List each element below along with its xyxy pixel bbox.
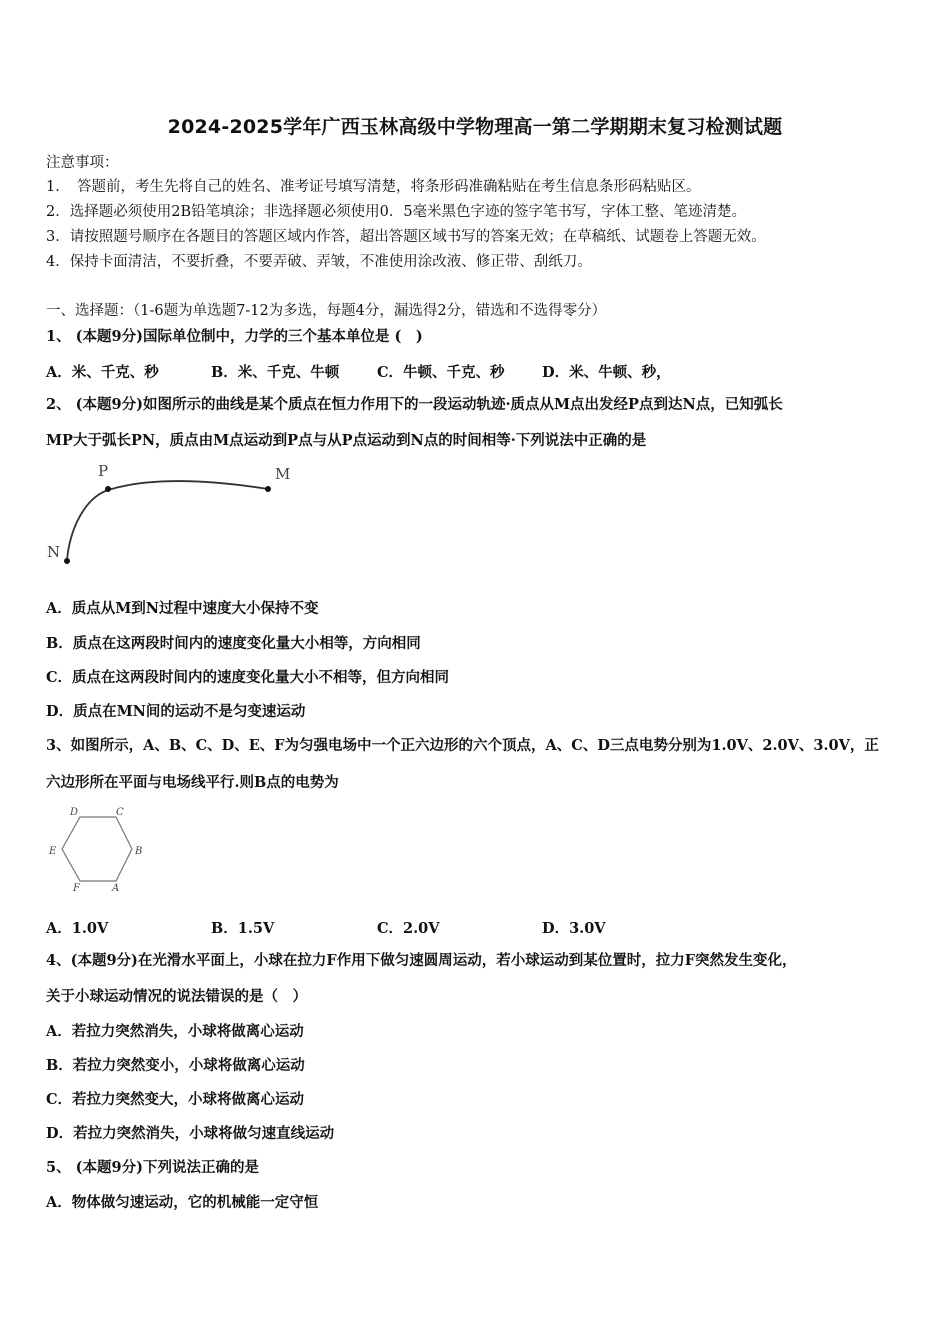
label-m: M — [275, 465, 291, 483]
option-b: B．米、千克、牛顿 — [211, 364, 340, 381]
point-n — [64, 558, 70, 564]
option-c: C．2.0V — [377, 920, 440, 937]
question-3-stem-line-1: 3、如图所示，A、B、C、D、E、F为匀强电场中一个正六边形的六个顶点，A、C、D三点电势分别为1.0V、2.0V、3.0V，正 — [46, 737, 879, 754]
point-m — [265, 486, 271, 492]
notice-item: 4．保持卡面清洁，不要折叠，不要弄破、弄皱，不准使用涂改液、修正带、刮纸刀。 — [46, 254, 592, 270]
question-2-option: C．质点在这两段时间内的速度变化量大小不相等，但方向相同 — [46, 669, 450, 686]
question-4-option: C．若拉力突然变大，小球将做离心运动 — [46, 1091, 305, 1108]
option-d: D．3.0V — [542, 920, 606, 937]
question-3-stem-line-2: 六边形所在平面与电场线平行.则B点的电势为 — [46, 774, 339, 791]
label-d: D — [70, 807, 79, 818]
question-4-option: B．若拉力突然变小，小球将做离心运动 — [46, 1057, 305, 1074]
label-f: F — [73, 883, 80, 894]
question-2-stem-line-1: 2、 (本题9分)如图所示的曲线是某个质点在恒力作用下的一段运动轨迹·质点从M点出发经P点到达N点，已知弧长 — [46, 396, 783, 413]
option-c: C．牛顿、千克、秒 — [377, 364, 505, 381]
label-p: P — [98, 462, 109, 480]
point-p — [105, 486, 111, 492]
trajectory-curve — [67, 481, 268, 560]
notice-item: 1． 答题前，考生先将自己的姓名、准考证号填写清楚，将条形码准确粘贴在考生信息条形码粘贴区。 — [46, 179, 701, 195]
question-2-option: D．质点在MN间的运动不是匀变速运动 — [46, 703, 306, 720]
trajectory-figure — [40, 458, 310, 573]
question-4-stem-line-1: 4、(本题9分)在光滑水平面上，小球在拉力F作用下做匀速圆周运动，若小球运动到某位置时，拉力F突然发生变化， — [46, 952, 797, 969]
question-5-stem: 5、 (本题9分)下列说法正确的是 — [46, 1159, 259, 1176]
question-1-options — [46, 361, 671, 382]
question-1-stem: 1、 (本题9分)国际单位制中，力学的三个基本单位是 ( ) — [46, 328, 423, 345]
hexagon — [62, 817, 132, 881]
hexagon-figure — [44, 802, 154, 898]
exam-title: 2024-2025学年广西玉林高级中学物理高一第二学期期末复习检测试题 — [167, 116, 783, 138]
notice-item: 2．选择题必须使用2B铅笔填涂；非选择题必须使用0．5毫米黑色字迹的签字笔书写，字体工整、笔迹清楚。 — [46, 204, 747, 220]
label-b: B — [135, 846, 143, 857]
question-3-options — [46, 917, 606, 938]
label-c: C — [116, 807, 124, 818]
option-d: D．米、牛顿、秒， — [542, 364, 671, 381]
label-e: E — [49, 846, 57, 857]
question-4-stem-line-2: 关于小球运动情况的说法错误的是（ ） — [46, 988, 307, 1005]
notice-heading: 注意事项： — [46, 155, 119, 171]
question-4-option: A．若拉力突然消失，小球将做离心运动 — [46, 1023, 304, 1040]
label-n: N — [47, 543, 61, 561]
question-2-stem-line-2: MP大于弧长PN，质点由M点运动到P点与从P点运动到N点的时间相等·下列说法中正确的是 — [46, 432, 647, 449]
option-b: B．1.5V — [211, 920, 275, 937]
label-a: A — [112, 883, 120, 894]
question-4-option: D．若拉力突然消失，小球将做匀速直线运动 — [46, 1125, 335, 1142]
notice-item: 3．请按照题号顺序在各题目的答题区域内作答，超出答题区域书写的答案无效；在草稿纸、试题卷上答题无效。 — [46, 229, 766, 245]
option-a: A．米、千克、秒 — [46, 364, 159, 381]
question-5-option: A．物体做匀速运动，它的机械能一定守恒 — [46, 1194, 319, 1211]
section-heading: 一、选择题：（1-6题为单选题7-12为多选，每题4分，漏选得2分，错选和不选得零分） — [46, 303, 607, 319]
question-2-option: A．质点从M到N过程中速度大小保持不变 — [46, 600, 319, 617]
question-2-option: B．质点在这两段时间内的速度变化量大小相等，方向相同 — [46, 635, 421, 652]
option-a: A．1.0V — [46, 920, 109, 937]
